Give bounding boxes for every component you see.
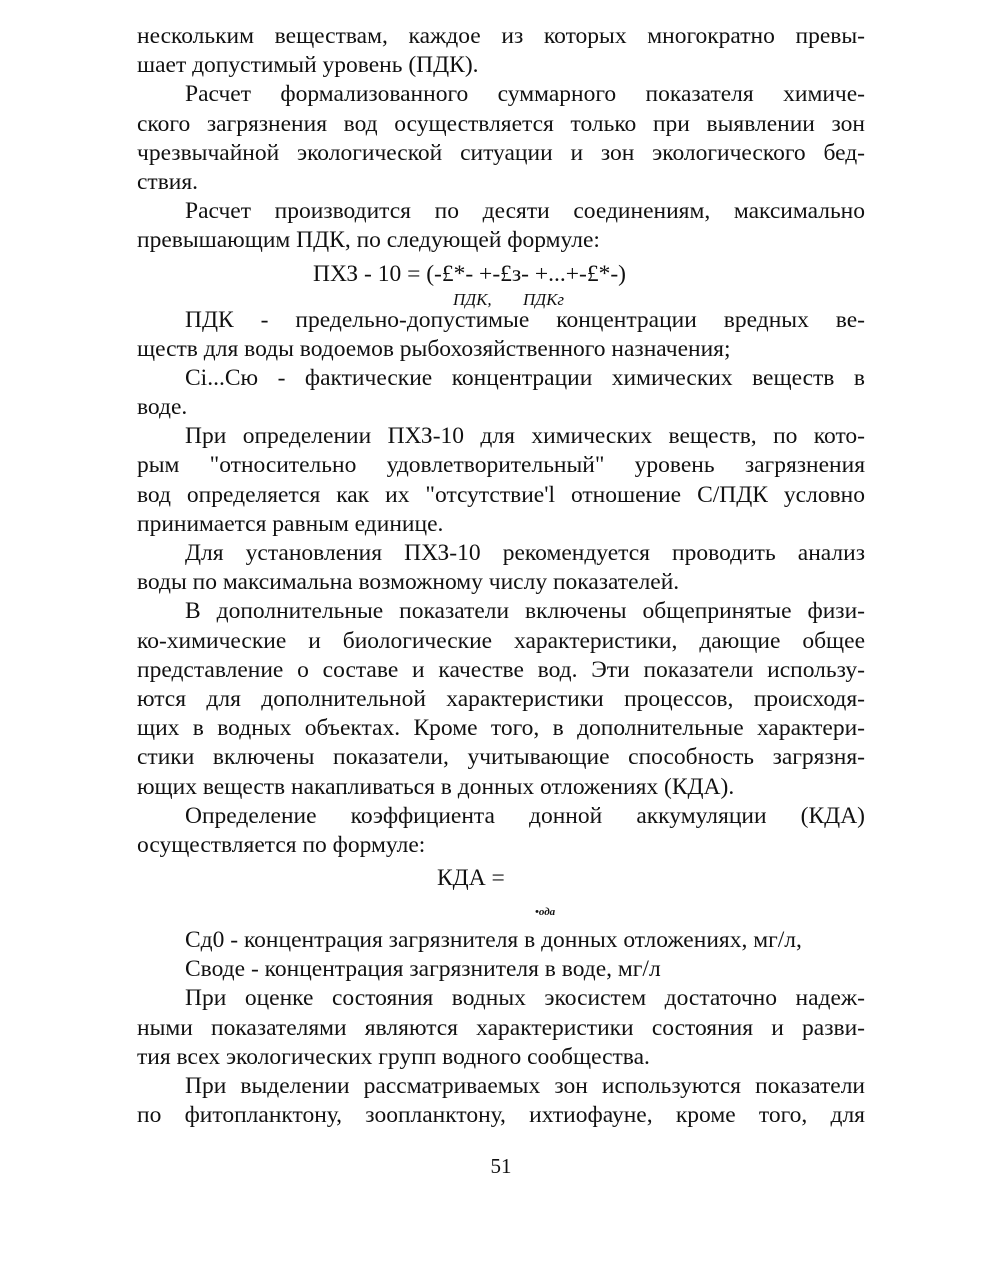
text-line: принимается равным единице. bbox=[137, 510, 444, 537]
text-line: нескольким веществам, каждое из которых многократно превы- bbox=[137, 23, 865, 49]
paragraph-start: Для установления ПХЗ-10 рекомендуется проводить анализ bbox=[185, 540, 865, 566]
formula-pkhz bbox=[137, 256, 865, 309]
text-line: тия всех экологических групп водного сообщества. bbox=[137, 1043, 650, 1070]
formula-kda-main: КДА = bbox=[437, 865, 505, 892]
text-line: щих в водных объектах. Кроме того, в дополнительные характери- bbox=[137, 715, 865, 742]
formula-pkhz-sub-1: ПДК, bbox=[453, 289, 492, 309]
document-page bbox=[137, 22, 865, 1178]
formula-kda-sub: •ода bbox=[535, 906, 556, 919]
text-line: воде. bbox=[137, 394, 188, 421]
formula-pkhz-sub-2: ПДКг bbox=[523, 289, 565, 309]
paragraph-start: При определении ПХЗ-10 для химических веществ, по кото- bbox=[185, 423, 865, 450]
text-line: стики включены показатели, учитывающие способность загрязня- bbox=[137, 744, 865, 771]
text-line: осуществляется по формуле: bbox=[137, 831, 426, 858]
paragraph-start: Определение коэффициента донной аккумуляции (КДА) bbox=[185, 802, 865, 829]
text-line: ными показателями являются характеристики состояния и разви- bbox=[137, 1014, 865, 1041]
definition-line: Сд0 - концентрация загрязнителя в донных отложениях, мг/л, bbox=[185, 927, 802, 954]
page-number: 51 bbox=[490, 1154, 512, 1178]
text-line: вод определяется как их "отсутствие'l отношение С/ПДК условно bbox=[137, 481, 865, 508]
paragraph-start: При выделении рассматриваемых зон используются показатели bbox=[185, 1073, 865, 1099]
paragraph-start: В дополнительные показатели включены общепринятые физи- bbox=[185, 598, 865, 625]
text-line: чрезвычайной экологической ситуации и зон экологического бед- bbox=[137, 139, 865, 166]
paragraph-start: Расчет производится по десяти соединениям, максимально bbox=[185, 198, 865, 225]
text-line: по фитопланктону, зоопланктону, ихтиофауне, кроме того, для bbox=[137, 1102, 865, 1129]
text-line: ко-химические и биологические характеристики, дающие общее bbox=[137, 627, 865, 654]
text-line: рым "относительно удовлетворительный" уровень загрязнения bbox=[137, 452, 865, 479]
paragraph-start: Расчет формализованного суммарного показателя химиче- bbox=[185, 81, 865, 108]
text-line: превышающим ПДК, по следующей формуле: bbox=[137, 227, 600, 254]
paragraph-start: Сi...Сю - фактические концентрации химических веществ в bbox=[185, 364, 865, 391]
definition-line: Своде - концентрация загрязнителя в воде, мг/л bbox=[185, 956, 661, 983]
text-line: ющих веществ накапливаться в донных отложениях (КДА). bbox=[137, 773, 735, 800]
paragraph-start: При оценке состояния водных экосистем достаточно надеж- bbox=[185, 985, 865, 1012]
formula-pkhz-main: ПХЗ - 10 = (-£*- +-£з- +...+-£*-) bbox=[313, 260, 626, 287]
text-line: шает допустимый уровень (ПДК). bbox=[137, 52, 479, 79]
text-line: воды по максимальна возможному числу показателей. bbox=[137, 569, 680, 596]
text-line: ются для дополнительной характеристики процессов, происходя- bbox=[137, 685, 865, 712]
text-line: представление о составе и качестве вод. Эти показатели использу- bbox=[137, 656, 865, 683]
text-line: ствия. bbox=[137, 168, 199, 195]
text-line: ского загрязнения вод осуществляется только при выявлении зон bbox=[137, 110, 865, 137]
text-line: ществ для воды водоемов рыбохозяйственного назначения; bbox=[137, 335, 731, 362]
formula-kda bbox=[137, 860, 865, 926]
paragraph-start: ПДК - предельно-допустимые концентрации вредных ве- bbox=[185, 306, 865, 333]
